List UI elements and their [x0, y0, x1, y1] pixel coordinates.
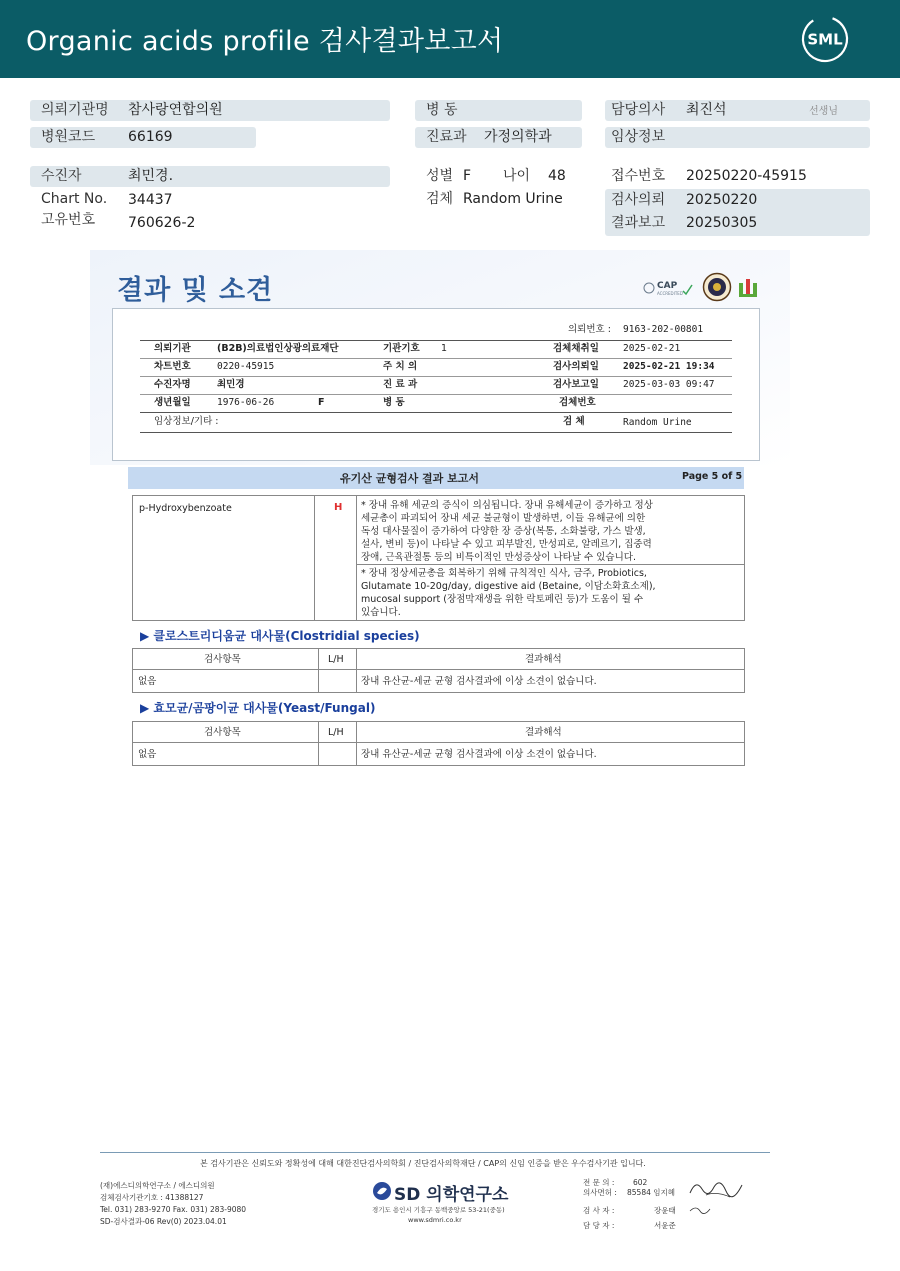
request-label: 검사의뢰 [611, 192, 666, 208]
footer-right-label: 전 문 의 : [583, 1178, 615, 1187]
doctor-suffix: 선생님 [809, 106, 838, 117]
finding-line: * 장내 유해 세균의 증식이 의심됩니다. 장내 유해세균이 증가하고 정상 [361, 500, 653, 511]
info-rule-2 [140, 376, 732, 377]
finding-divider-1 [314, 495, 315, 621]
info-cell: 검체번호 [559, 397, 596, 408]
finding-item: p-Hydroxybenzoate [139, 503, 232, 514]
cap-text: CAP [657, 281, 678, 291]
info-rule-4 [140, 412, 732, 413]
clostridial-divider-1 [318, 648, 319, 693]
patient-name: 최민경. [128, 168, 174, 184]
scanned-report [90, 250, 790, 780]
specimen-label: 검체 [426, 191, 454, 207]
info-cell: 2025-02-21 19:34 [623, 361, 715, 372]
info-cell: 수진자명 [154, 379, 191, 390]
info-cell: 검체채취일 [553, 343, 599, 354]
report-value: 20250305 [686, 215, 758, 231]
info-cell: 차트번호 [154, 361, 191, 372]
info-rule-bottom [140, 432, 732, 433]
cap-subtext: ACCREDITED [657, 291, 683, 296]
info-cell: 생년월일 [154, 397, 191, 408]
age-label: 나이 [503, 168, 531, 184]
col-header-interp: 결과해석 [525, 727, 562, 738]
sex-value: F [463, 168, 472, 184]
receipt-label: 접수번호 [611, 168, 666, 184]
sd-lab-name: SD 의학연구소 [394, 1185, 509, 1205]
finding-line: 설사, 변비 등)이 나타날 수 있고 피부발진, 만성피로, 알레르기, 집중력 [361, 539, 652, 550]
finding-divider-2 [356, 495, 357, 621]
page-indicator: Page 5 of 5 [682, 471, 743, 482]
section-heading-clostridial: ▶ 클로스트리디움균 대사물(Clostridial species) [140, 629, 420, 643]
lab-accreditation-icon [737, 275, 761, 299]
yeast-divider-1 [318, 721, 319, 766]
footer-left-line: 검체검사기관기호 : 41388127 [100, 1193, 204, 1202]
finding-line: Glutamate 10-20g/day, digestive aid (Betaine, 이담소화효소제), [361, 581, 656, 592]
sex-label: 성별 [426, 168, 454, 184]
info-cell: Random Urine [623, 417, 692, 428]
report-header [0, 0, 900, 78]
info-cell: 1976-06-26 [217, 397, 275, 408]
col-header-item: 검사항목 [204, 654, 241, 665]
info-cell: 검사보고일 [553, 379, 599, 390]
footer-right-value: 서윤준 [654, 1221, 676, 1230]
col-header-lh: L/H [328, 727, 344, 738]
doctor-label: 담당의사 [611, 102, 666, 118]
yeast-item: 없음 [138, 749, 157, 760]
clinical-label: 임상정보 [611, 129, 666, 145]
signature-small-icon [688, 1203, 712, 1215]
footer-right-label: 담 당 자 : [583, 1221, 615, 1230]
finding-line: 있습니다. [361, 607, 401, 618]
info-cell: 병 동 [383, 397, 405, 408]
doctor-value: 최진석 [686, 102, 727, 118]
footer-divider [100, 1152, 770, 1153]
col-header-interp: 결과해석 [525, 654, 562, 665]
footer-left-line: Tel. 031) 283-9270 Fax. 031) 283-9080 [100, 1205, 247, 1214]
age-value: 48 [548, 168, 566, 184]
sd-lab-address: 경기도 용인시 기흥구 동백중앙로 53-21(중동) [372, 1206, 505, 1214]
specimen-value: Random Urine [463, 191, 563, 207]
section-heading-yeast: ▶ 효모균/곰팡이균 대사물(Yeast/Fungal) [140, 701, 376, 715]
info-rule-top [140, 340, 732, 341]
receipt-value: 20250220-45915 [686, 168, 807, 184]
institution-label: 의뢰기관명 [41, 102, 109, 118]
info-cell: F [318, 397, 325, 408]
footer-right-value: 602 [633, 1178, 648, 1187]
info-cell: 2025-02-21 [623, 343, 681, 354]
info-cell: 최민경 [217, 379, 245, 390]
footer-right-label: 의사면허 : [583, 1188, 617, 1197]
request-no-value: 9163-202-00801 [623, 324, 704, 335]
yeast-interp: 장내 유산균-세균 균형 검사결과에 이상 소견이 없습니다. [361, 749, 597, 760]
sml-logo-text: SML [807, 30, 843, 49]
footer-right-value: 85584 임지혜 [627, 1188, 675, 1197]
info-cell: 임상정보/기타 : [154, 416, 219, 427]
sd-lab-url: www.sdmri.co.kr [408, 1216, 462, 1224]
clostridial-divider-2 [356, 648, 357, 693]
finding-line: 장애, 근육관절통 등의 비특이적인 만성증상이 나타날 수 있습니다. [361, 552, 636, 563]
department-label: 진료과 [426, 129, 467, 145]
info-cell: 주 치 의 [383, 361, 418, 372]
report-title: Organic acids profile 검사결과보고서 [26, 26, 504, 57]
clostridial-rule [132, 669, 745, 670]
yeast-divider-2 [356, 721, 357, 766]
info-cell: 기관기호 [383, 343, 420, 354]
info-cell: 의뢰기관 [154, 343, 191, 354]
info-cell: 1 [441, 343, 448, 354]
col-header-item: 검사항목 [204, 727, 241, 738]
unique-value: 760626-2 [128, 215, 196, 231]
footer-left-line: SD-검사결과-06 Rev(0) 2023.04.01 [100, 1217, 227, 1226]
request-value: 20250220 [686, 192, 758, 208]
info-rule-1 [140, 358, 732, 359]
finding-flag: H [334, 502, 343, 513]
finding-divider-3 [356, 564, 745, 565]
chart-label: Chart No. [41, 191, 108, 207]
finding-line: * 장내 정상세균총을 회복하기 위해 규칙적인 식사, 금주, Probiotics, [361, 568, 647, 579]
department-value: 가정의학과 [484, 129, 552, 145]
sd-logo-icon [372, 1181, 392, 1201]
info-cell: 검 체 [563, 416, 585, 427]
chart-value: 34437 [128, 192, 173, 208]
request-no-label: 의뢰번호 : [568, 324, 611, 335]
yeast-rule [132, 742, 745, 743]
info-rule-3 [140, 394, 732, 395]
info-cell: 2025-03-03 09:47 [623, 379, 715, 390]
sml-logo-icon [800, 14, 850, 64]
result-title: 유기산 균형검사 결과 보고서 [340, 472, 479, 485]
finding-line: 세균총이 파괴되어 장내 세균 불균형이 발생하면, 이들 유해균에 의한 [361, 513, 646, 524]
finding-text-1 [361, 499, 653, 564]
info-cell: 0220-45915 [217, 361, 275, 372]
clostridial-interp: 장내 유산균-세균 균형 검사결과에 이상 소견이 없습니다. [361, 676, 597, 687]
report-label: 결과보고 [611, 215, 666, 231]
unique-label: 고유번호 [41, 212, 96, 228]
info-cell: 진 료 과 [383, 379, 418, 390]
cap-accredited-icon [643, 276, 693, 300]
patient-bar [30, 166, 390, 187]
clostridial-item: 없음 [138, 676, 157, 687]
finding-line: mucosal support (장점막재생을 위한 락토페린 등)가 도움이 될 수 [361, 594, 644, 605]
patient-label: 수진자 [41, 168, 82, 184]
footer-left-line: (재)에스디의학연구소 / 에스디의원 [100, 1181, 215, 1190]
ward-label: 병 동 [426, 102, 458, 118]
finding-text-2 [361, 567, 656, 619]
footer-right-label: 검 사 자 : [583, 1206, 615, 1215]
footer-accreditation-note: 본 검사기관은 신뢰도와 정확성에 대해 대한진단검사의학회 / 진단검사의학재단 / CAP의 신임 인증을 받은 우수검사기관 입니다. [200, 1159, 646, 1168]
signature-icon [686, 1173, 748, 1201]
certification-seal-icon [702, 272, 732, 302]
col-header-lh: L/H [328, 654, 344, 665]
scan-title: 결과 및 소견 [117, 275, 274, 306]
footer-right-value: 장윤태 [654, 1206, 676, 1215]
institution-value: 참사랑연합의원 [128, 102, 223, 118]
info-cell: (B2B)의료법인상광의료재단 [217, 343, 339, 354]
hospital-code-value: 66169 [128, 129, 173, 145]
hospital-code-label: 병원코드 [41, 129, 96, 145]
info-cell: 검사의뢰일 [553, 361, 599, 372]
finding-line: 독성 대사물질이 증가하여 다양한 장 증상(복통, 소화불량, 가스 발생, [361, 526, 646, 537]
